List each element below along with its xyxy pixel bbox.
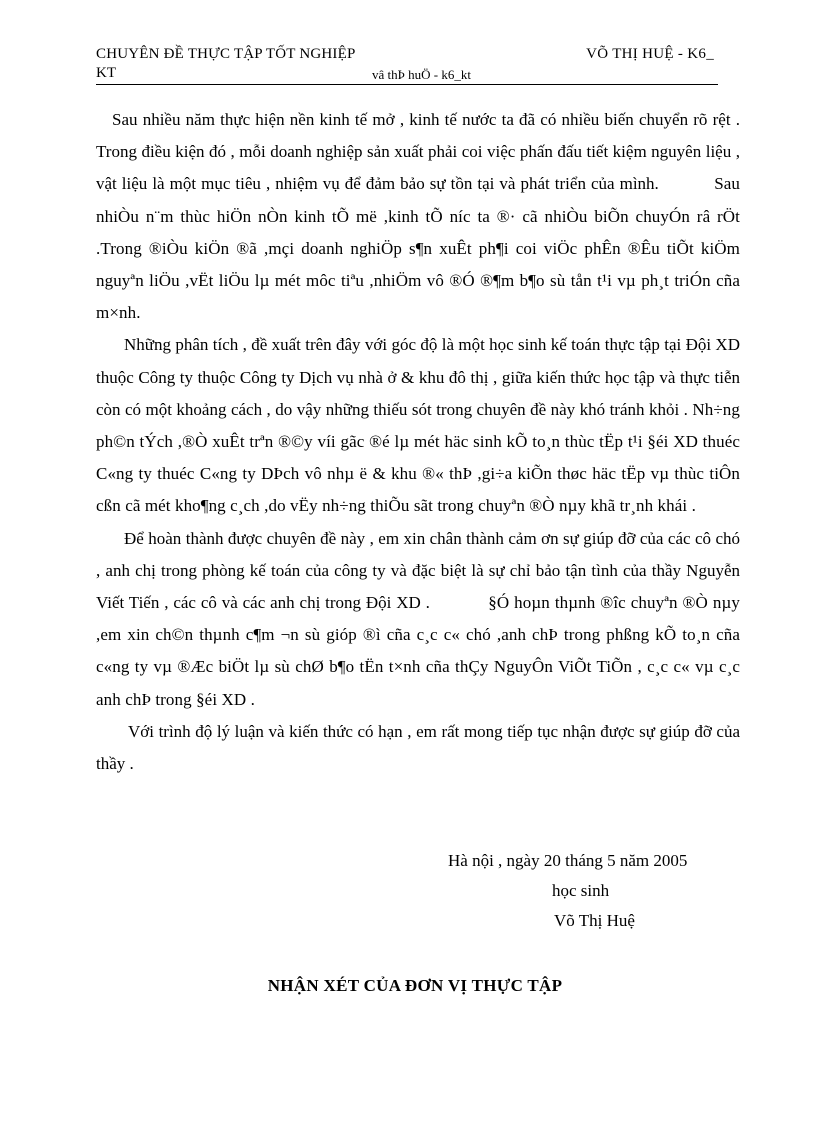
- paragraph-4: [96, 716, 740, 780]
- paragraph-1: [96, 104, 740, 329]
- document-body: [96, 104, 740, 780]
- paragraph-2: [96, 329, 740, 522]
- header-garbled-author: vâ thÞ huÖ - k6_kt: [372, 67, 471, 82]
- signature-role: học sinh: [552, 881, 610, 900]
- signature-block: [448, 846, 687, 936]
- paragraph-3-garbled: §Ó hoµn thµnh ®îc chuyªn ®Ò nµy ,em xin ch©n thµnh c¶m ¬n sù gióp ®ì cña c¸c c« chó ,anh chÞ trong phßng kÕ to¸n cña c«ng ty vµ ®Æc biÖt lµ sù chØ b¶o tËn t×nh cña thÇy NguyÔn ViÕt TiÕn , c¸c c« vµ c¸c anh chÞ trong §éi XD .: [96, 593, 740, 709]
- signature-place-date: Hà nội , ngày 20 tháng 5 năm 2005: [448, 851, 688, 870]
- section-title-container: [0, 976, 816, 996]
- header-document-title: CHUYÊN ĐỀ THỰC TẬP TỐT NGHIỆP: [96, 46, 356, 62]
- paragraph-3: [96, 523, 740, 716]
- paragraph-4-text: Với trình độ lý luận và kiến thức có hạn , em rất mong tiếp tục nhận được sự giúp đỡ của thầy .: [96, 721, 740, 774]
- paragraph-3-text: Để hoàn thành được chuyên đề này , em xin chân thành cảm ơn sự giúp đỡ của các cô chó , anh chị trong phòng kế toán của công ty và đặc biệt là sự chỉ bảo tận tình của thầy Nguyễn Viết Tiến , các cô và các anh chị trong Đội XD .: [96, 528, 740, 613]
- paragraph-2-garbled: Nh÷ng ph©n tÝch ,®Ò xuÊt trªn ®©y víi gãc ®é lµ mét häc sinh kÕ to¸n thùc tËp t¹i §éi XD thuéc C«ng ty thuéc C«ng ty DÞch vô nhµ ë & khu ®« thÞ ,gi÷a kiÕn thøc häc tËp vµ thùc tiÔn cßn cã mét kho¶ng c¸ch ,do vËy nh÷ng thiÕu sãt trong chuyªn ®Ò nµy khã tr¸nh khái .: [96, 399, 740, 516]
- paragraph-1-text: Sau nhiều năm thực hiện nền kinh tế mở , kinh tế nước ta đã có nhiều biến chuyển rõ rệt . Trong điều kiện đó , mỗi doanh nghiệp sản xuất phải coi việc phấn đấu tiết kiệm nguyên liệu , vật liệu là một mục tiêu , nhiệm vụ để đảm bảo sự tồn tại và phát triển của mình.: [96, 110, 740, 194]
- signature-name: Võ Thị Huệ: [554, 911, 635, 930]
- page-header: [96, 46, 718, 85]
- paragraph-1-garbled: Sau nhiÒu n¨m thùc hiÖn nÒn kinh tÕ më ,kinh tÕ níc ta ®· cã nhiÒu biÕn chuyÓn râ rÖt .Trong ®iÒu kiÖn ®ã ,mçi doanh nghiÖp s¶n xuÊt ph¶i coi viÖc phÊn ®Êu tiÕt kiÖm nguyªn liÖu ,vËt liÖu lµ mét môc tiªu ,nhiÖm vô ®Ó ®¶m b¶o sù tån t¹i vµ ph¸t triÓn cña m×nh.: [96, 174, 741, 323]
- header-class-suffix: KT: [96, 65, 116, 81]
- header-author-class: VÕ THỊ HUỆ - K6_: [586, 46, 714, 62]
- paragraph-2-text: Những phân tích , đề xuất trên đây với góc độ là một học sinh kế toán thực tập tại Đội XD thuộc Công ty thuộc Công ty Dịch vụ nhà ở & khu đô thị , giữa kiến thức học tập và thực tiễn còn có một khoảng cách , do vậy những thiếu sót trong chuyên đề này khó tránh khỏi .: [96, 335, 740, 419]
- section-title: NHẬN XÉT CỦA ĐƠN VỊ THỰC TẬP: [267, 976, 563, 995]
